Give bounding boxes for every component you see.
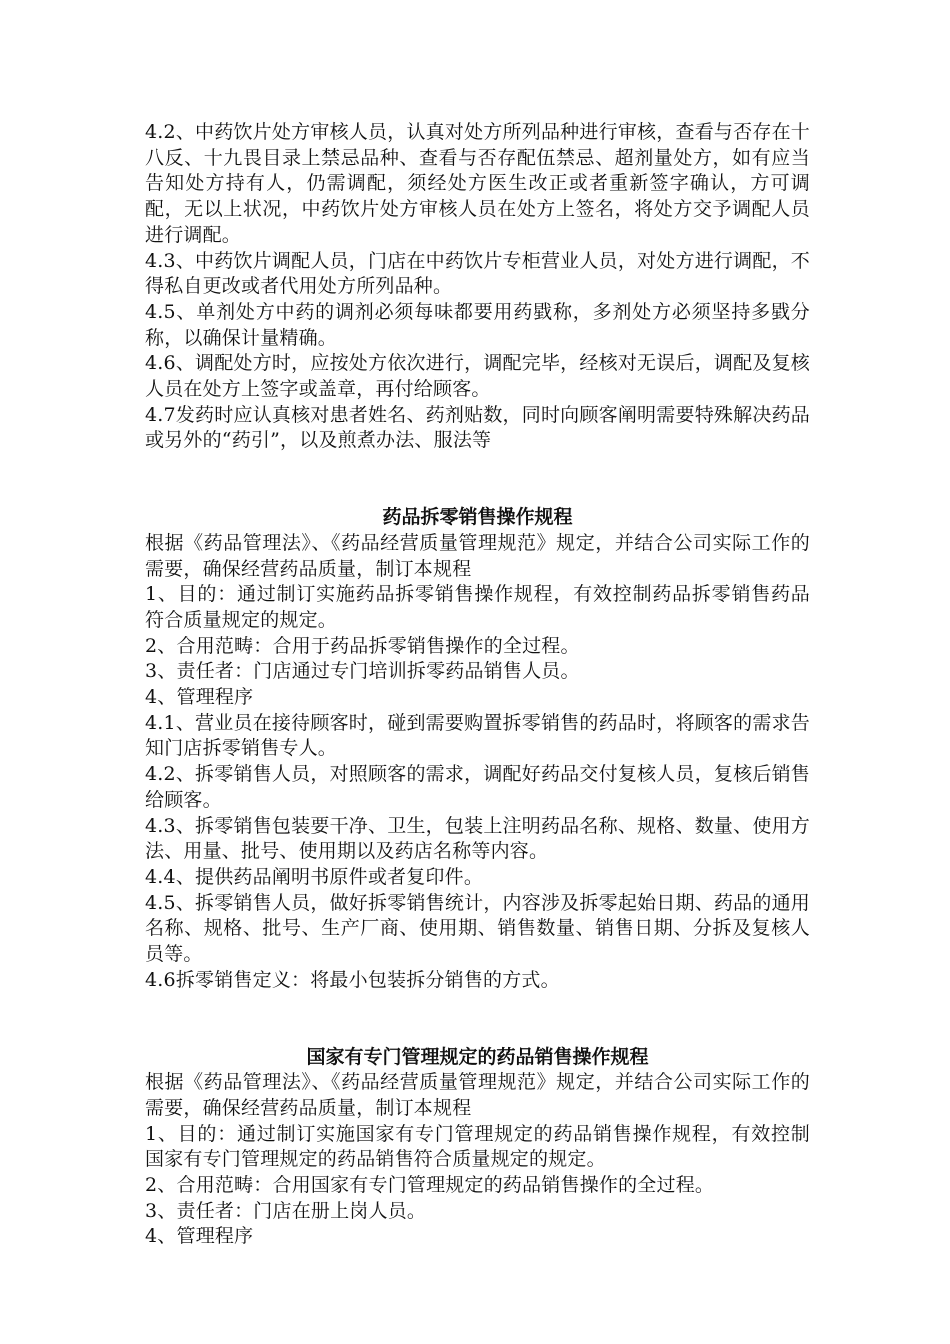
paragraph: 1、目的：通过制订实施药品拆零销售操作规程，有效控制药品拆零销售药品符合质量规定的规定。 — [145, 583, 810, 631]
paragraph: 4.1、营业员在接待顾客时，碰到需要购置拆零销售的药品时，将顾客的需求告知门店拆零销售专人。 — [145, 711, 810, 760]
section-special-regulated-sale-procedure — [145, 1045, 810, 1251]
paragraph: 2、合用范畴：合用于药品拆零销售操作的全过程。 — [145, 634, 580, 657]
section-chinese-herbal-dispensing — [145, 120, 810, 454]
section-spacer — [145, 454, 810, 505]
paragraph: 4.2、中药饮片处方审核人员，认真对处方所列品种进行审核，查看与否存在十八反、十九畏目录上禁忌品种、查看与否存配伍禁忌、超剂量处方，如有应当告知处方持有人，仍需调配，须经处方医生改正或者重新签字确认，方可调配，无以上状况，中药饮片处方审核人员在处方上签名，将处方交予调配人员进行调配。 — [145, 121, 810, 246]
paragraph: 3、责任者：门店在册上岗人员。 — [145, 1199, 427, 1222]
paragraph: 2、合用范畴：合用国家有专门管理规定的药品销售操作的全过程。 — [145, 1174, 715, 1197]
document-page — [145, 120, 810, 1250]
paragraph: 4.2、拆零销售人员，对照顾客的需求，调配好药品交付复核人员，复核后销售给顾客。 — [145, 763, 810, 811]
section-split-sale-procedure — [145, 505, 810, 993]
paragraph: 4、管理程序 — [145, 686, 254, 709]
paragraph: 4、管理程序 — [145, 1225, 254, 1248]
section-title: 药品拆零销售操作规程 — [382, 506, 573, 529]
paragraph: 4.7发药时应认真核对患者姓名、药剂贴数，同时向顾客阐明需要特殊解决药品或另外的“药引”，以及煎煮办法、服法等 — [145, 403, 810, 452]
paragraph: 3、责任者：门店通过专门培训拆零药品销售人员。 — [145, 660, 580, 683]
paragraph: 4.5、拆零销售人员，做好拆零销售统计，内容涉及拆零起始日期、药品的通用名称、规格、批号、生产厂商、使用期、销售数量、销售日期、分拆及复核人员等。 — [145, 891, 810, 966]
section-title: 国家有专门管理规定的药品销售操作规程 — [306, 1045, 649, 1068]
section-spacer — [145, 994, 810, 1045]
paragraph: 1、目的：通过制订实施国家有专门管理规定的药品销售操作规程，有效控制国家有专门管理规定的药品销售符合质量规定的规定。 — [145, 1122, 810, 1171]
paragraph: 4.5、单剂处方中药的调剂必须每味都要用药戥称，多剂处方必须坚持多戥分称，以确保计量精确。 — [145, 300, 810, 349]
paragraph: 根据《药品管理法》、《药品经营质量管理规范》规定，并结合公司实际工作的需要，确保经营药品质量，制订本规程 — [145, 531, 810, 580]
paragraph: 4.6拆零销售定义：将最小包装拆分销售的方式。 — [145, 968, 560, 991]
paragraph: 4.6、调配处方时，应按处方依次进行，调配完毕，经核对无误后，调配及复核人员在处方上签字或盖章，再付给顾客。 — [145, 352, 810, 401]
paragraph: 4.3、中药饮片调配人员，门店在中药饮片专柜营业人员，对处方进行调配，不得私自更改或者代用处方所列品种。 — [145, 249, 810, 298]
paragraph: 4.4、提供药品阐明书原件或者复印件。 — [145, 865, 484, 888]
paragraph: 4.3、拆零销售包装要干净、卫生，包装上注明药品名称、规格、数量、使用方法、用量、批号、使用期以及药店名称等内容。 — [145, 814, 810, 863]
paragraph: 根据《药品管理法》、《药品经营质量管理规范》规定，并结合公司实际工作的需要，确保经营药品质量，制订本规程 — [145, 1071, 810, 1119]
